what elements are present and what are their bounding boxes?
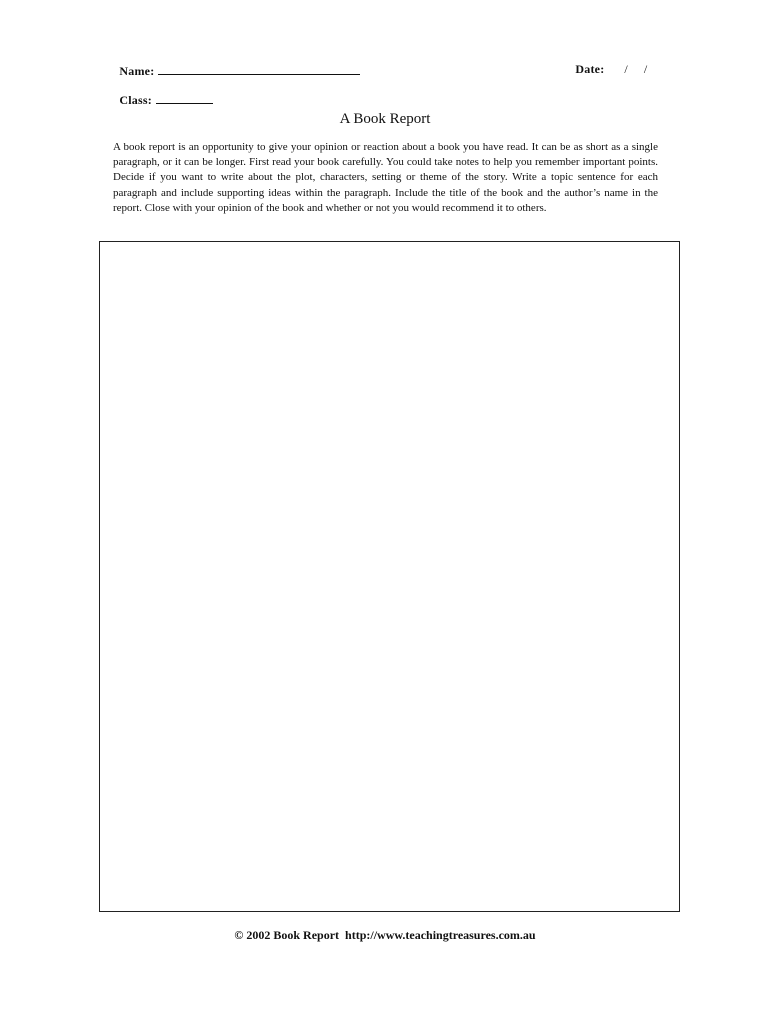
class-label: Class: — [119, 93, 152, 107]
footer-copyright: © 2002 Book Report http://www.teachingtreasures.com.au — [234, 928, 536, 942]
page-title: A Book Report — [339, 111, 431, 127]
class-blank-line[interactable] — [156, 91, 213, 104]
name-field[interactable] — [113, 47, 360, 79]
name-label: Name: — [119, 64, 155, 78]
writing-box[interactable] — [99, 241, 680, 912]
date-field[interactable] — [569, 47, 647, 77]
instructions-paragraph: A book report is an opportunity to give your opinion or reaction about a book you have read. It can be as short as a single paragraph, or it can be longer. First read your book carefully. You could take notes to help you remember important points. Decide if you want to write about the plot, characters, setting or theme of the story. Write a topic sentence for each paragraph and include supporting ideas within the paragraph. Include the title of the book and the author’s name in the report. Close with your opinion of the book and whether or not you would recommend it to others. — [113, 141, 658, 214]
date-label: Date: — [575, 62, 605, 76]
name-blank-line[interactable] — [158, 62, 360, 75]
class-field[interactable] — [113, 76, 213, 108]
date-slashes[interactable]: / / — [624, 62, 648, 76]
